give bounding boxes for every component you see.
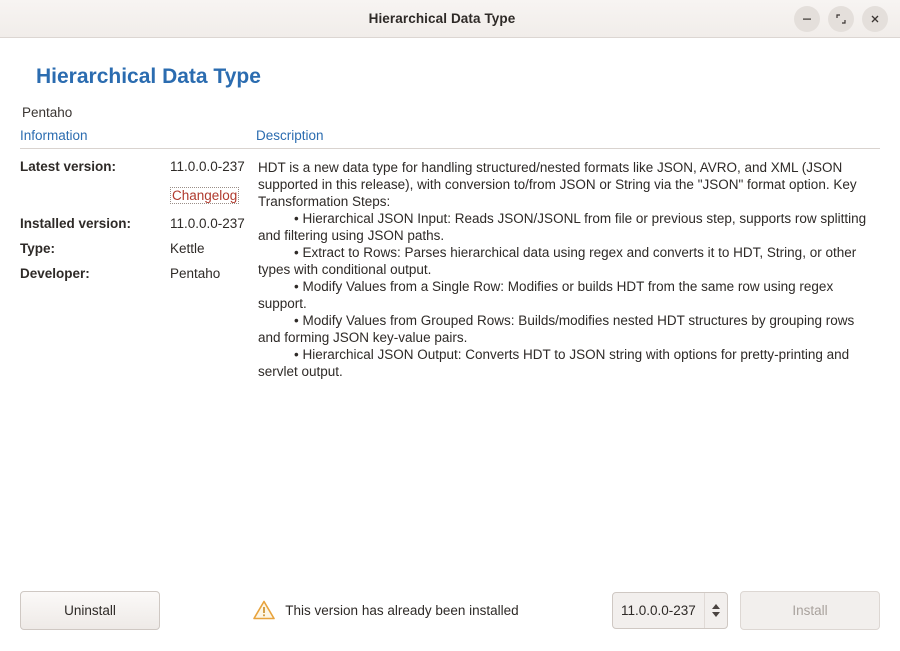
version-spinner-value: 11.0.0.0-237 <box>621 602 696 618</box>
warning-icon <box>253 600 275 620</box>
vendor-label: Pentaho <box>22 105 73 120</box>
page-title: Hierarchical Data Type <box>36 65 261 88</box>
chevron-up-icon[interactable] <box>712 604 720 609</box>
status-text: This version has already been installed <box>285 602 519 618</box>
description-bullet: • Modify Values from Grouped Rows: Builds/modifies nested HDT structures by grouping rows and forming JSON key-value pairs. <box>258 313 855 345</box>
version-spinner-arrows[interactable] <box>704 593 727 628</box>
latest-version-value: 11.0.0.0-237 <box>170 159 245 174</box>
uninstall-button[interactable]: Uninstall <box>20 591 160 630</box>
type-value: Kettle <box>170 241 205 256</box>
installed-version-value: 11.0.0.0-237 <box>170 216 245 231</box>
type-label: Type: <box>20 241 56 256</box>
install-button[interactable]: Install <box>740 591 880 630</box>
chevron-down-icon[interactable] <box>712 612 720 617</box>
changelog-link[interactable]: Changelog <box>172 188 238 203</box>
installed-version-row <box>20 216 256 231</box>
dialog-content <box>0 38 900 651</box>
description-bullet: • Hierarchical JSON Output: Converts HDT to JSON string with options for pretty-printing and servlet output. <box>258 347 850 379</box>
latest-version-label: Latest version: <box>20 159 117 174</box>
information-column <box>20 159 256 380</box>
status-area <box>160 600 612 620</box>
dialog-footer <box>0 569 900 651</box>
maximize-icon[interactable] <box>828 6 854 32</box>
description-column-header: Description <box>256 128 324 143</box>
description-bullet: • Hierarchical JSON Input: Reads JSON/JSONL from file or previous step, supports row splitting and filtering using JSON paths. <box>258 211 867 243</box>
installed-version-label: Installed version: <box>20 216 132 231</box>
developer-row <box>20 266 256 281</box>
developer-value: Pentaho <box>170 266 221 281</box>
close-icon[interactable] <box>862 6 888 32</box>
details-body <box>20 159 880 380</box>
description-bullet: • Extract to Rows: Parses hierarchical data using regex and converts it to HDT, String, or other types with conditional output. <box>258 245 857 277</box>
description-column <box>256 159 880 380</box>
dialog-titlebar[interactable] <box>0 0 900 38</box>
window-controls <box>794 6 900 32</box>
column-headers <box>20 128 880 149</box>
version-spinner[interactable] <box>612 592 728 629</box>
minimize-icon[interactable] <box>794 6 820 32</box>
dialog-title: Hierarchical Data Type <box>368 11 516 26</box>
type-row <box>20 241 256 256</box>
description-bullet: • Modify Values from a Single Row: Modifies or builds HDT from the same row using regex support. <box>258 279 834 311</box>
developer-label: Developer: <box>20 266 90 281</box>
information-column-header: Information <box>20 128 88 143</box>
latest-version-row <box>20 159 256 174</box>
description-intro: HDT is a new data type for handling structured/nested formats like JSON, AVRO, and XML (JSON supported in this release), with conversion to/from JSON or String via the "JSON" format option. Key Transformation Steps: <box>258 160 857 209</box>
